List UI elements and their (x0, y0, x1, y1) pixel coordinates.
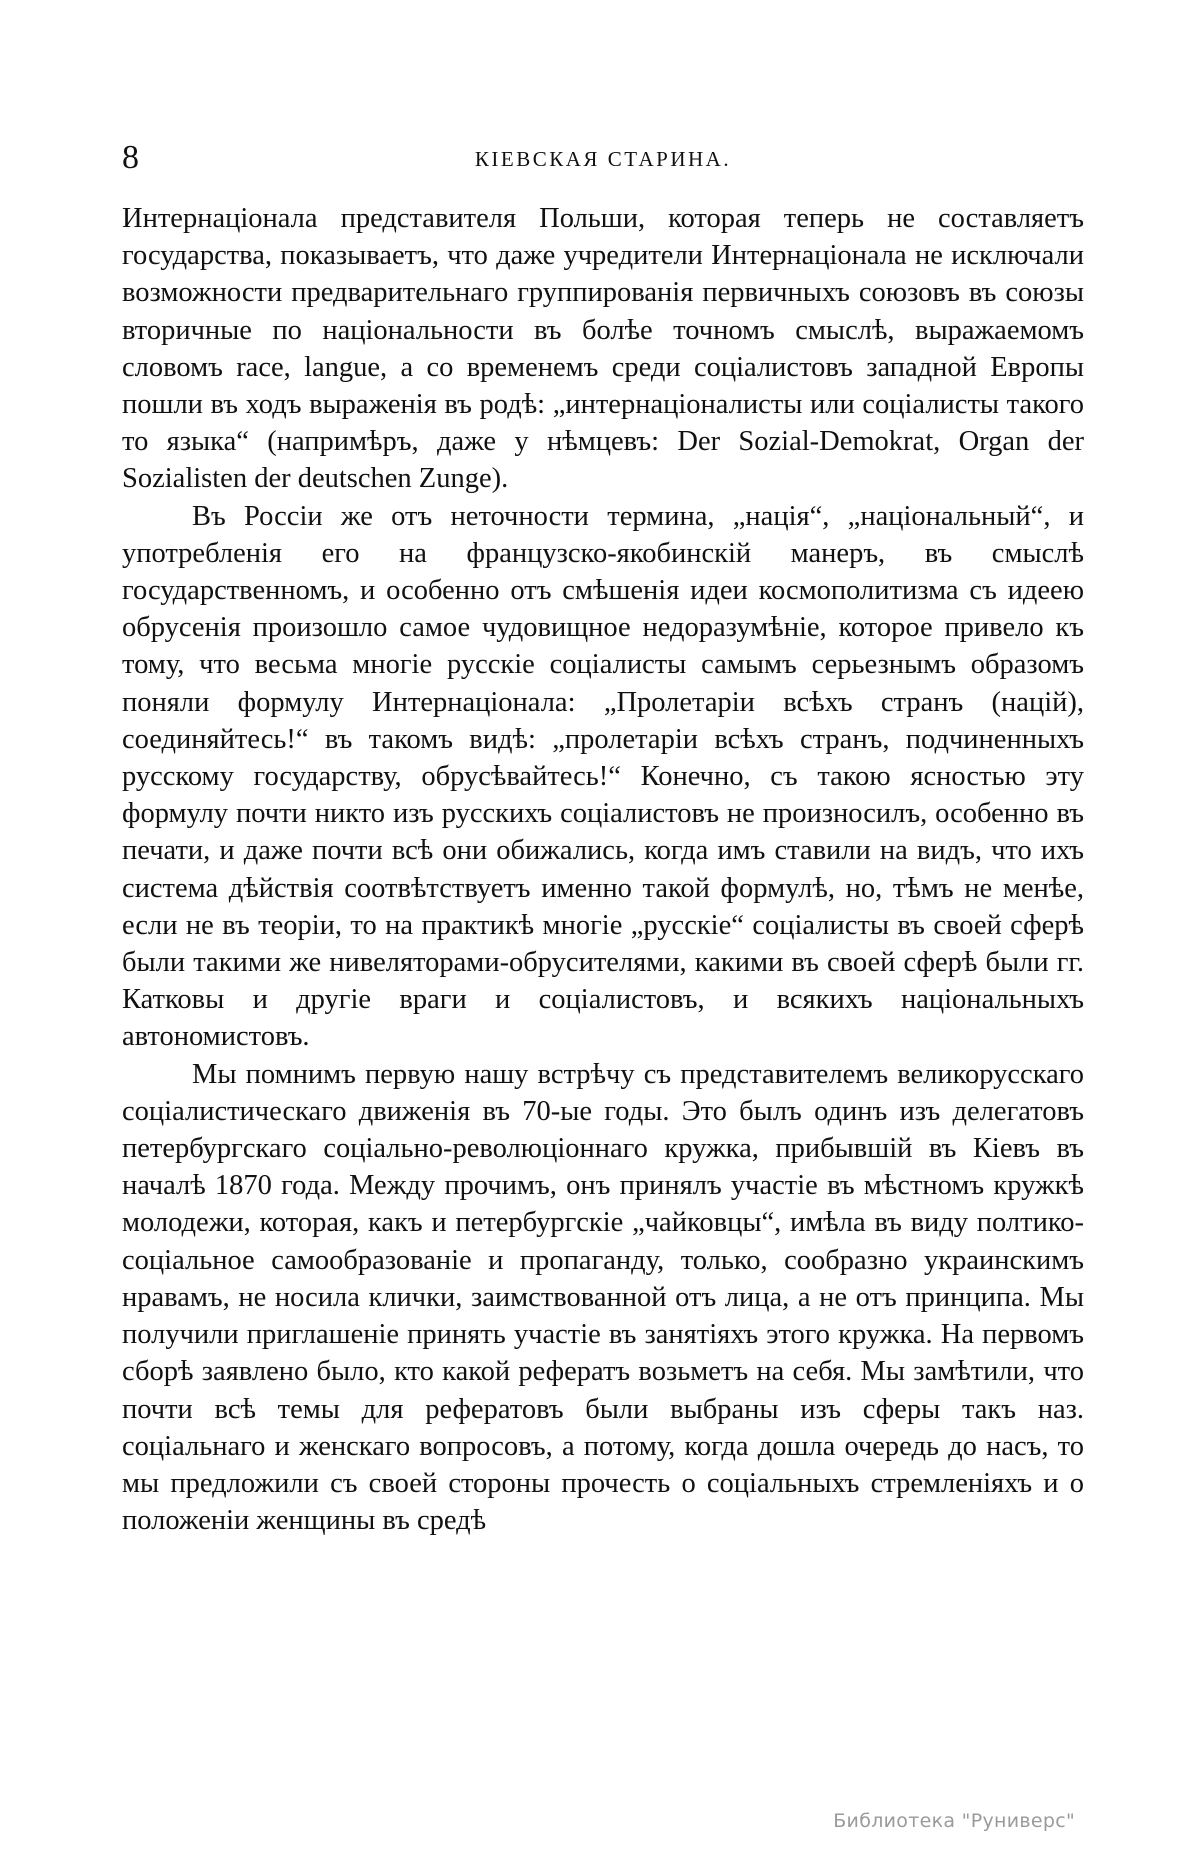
page-number: 8 (122, 139, 139, 176)
paragraph-1: Интернаціонала представителя Польши, которая теперь не составляетъ государства, показываетъ, что даже учредители Интернаціонала не исключали возможности предварительнаго группированія первичныхъ союзовъ въ союзы вторичные по національности въ болѣе точномъ смыслѣ, выражаемомъ словомъ race, langue, а со временемъ среди соціалистовъ западной Европы пошли въ ходъ выраженія въ родѣ: „интернаціоналисты или соціалисты такого то языка“ (напримѣръ, даже у нѣмцевъ: Der Sozial-Demokrat, Organ der Sozialisten der deutschen Zunge). (122, 203, 1084, 495)
running-head (122, 138, 1084, 178)
body-text (122, 200, 1084, 1539)
paragraph-3: Мы помнимъ первую нашу встрѣчу съ представителемъ великорусскаго соціалистическаго движенія въ 70-ые годы. Это былъ одинъ изъ делегатовъ петербургскаго соціально-революціоннаго кружка, прибывшій въ Кіевъ въ началѣ 1870 года. Между прочимъ, онъ принялъ участіе въ мѣстномъ кружкѣ молодежи, которая, какъ и петербургскіе „чайковцы“, имѣла въ виду полтико-соціальное самообразованіе и пропаганду, только, сообразно украинскимъ нравамъ, не носила клички, заимствованной отъ лица, а не отъ принципа. Мы получили приглашеніе принять участіе въ занятіяхъ этого кружка. На первомъ сборѣ заявлено было, кто какой рефератъ возьметъ на себя. Мы замѣтили, что почти всѣ темы для рефератовъ были выбраны изъ сферы такъ наз. соціальнаго и женскаго вопросовъ, а потому, когда дошла очередь до насъ, то мы предложили съ своей стороны прочесть о соціальныхъ стремленіяхъ и о положеніи женщины въ средѣ (122, 1058, 1084, 1537)
running-title: КІЕВСКАЯ СТАРИНА. (474, 147, 732, 171)
library-credit: Библиотека "Руниверс" (833, 1810, 1075, 1832)
paragraph-2: Въ Россіи же отъ неточности термина, „нація“, „національный“, и употребленія его на французско-якобинскій манеръ, въ смыслѣ государственномъ, и особенно отъ смѣшенія идеи космополитизма съ идеею обрусенія произошло самое чудовищное недоразумѣніе, которое привело къ тому, что весьма многіе русскіе соціалисты самымъ серьезнымъ образомъ поняли формулу Интернаціонала: „Пролетаріи всѣхъ странъ (націй), соединяйтесь!“ въ такомъ видѣ: „пролетаріи всѣхъ странъ, подчиненныхъ русскому государству, обрусѣвайтесь!“ Конечно, съ такою ясностью эту формулу почти никто изъ русскихъ соціалистовъ не произносилъ, особенно въ печати, и даже почти всѣ они обижались, когда имъ ставили на видъ, что ихъ система дѣйствія соотвѣтствуетъ именно такой формулѣ, но, тѣмъ не менѣе, если не въ теоріи, то на практикѣ многіе „русскіе“ соціалисты въ своей сферѣ были такими же нивеляторами-обрусителями, какими въ своей сферѣ были гг. Катковы и другіе враги и соціалистовъ, и всякихъ національныхъ автономистовъ. (122, 500, 1084, 1053)
